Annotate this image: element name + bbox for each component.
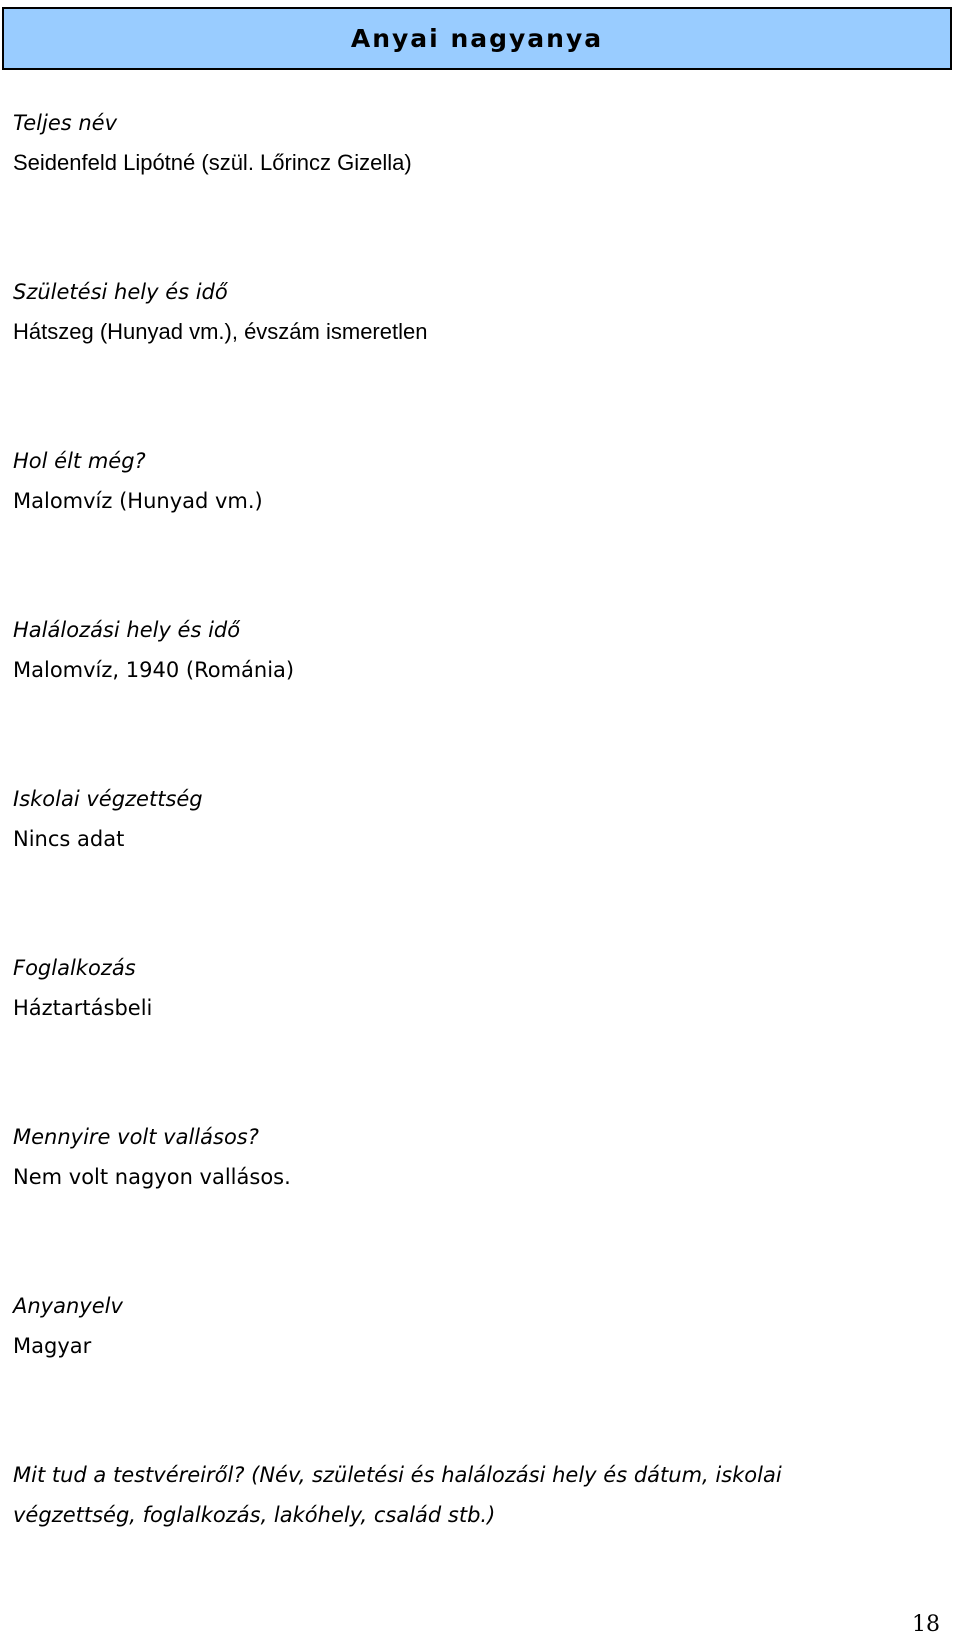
siblings-label-line-2: végzettség, foglalkozás, lakóhely, család stb.) [13,1503,496,1527]
field-education [13,779,943,859]
field-value: Magyar [13,1334,92,1358]
field-value: Seidenfeld Lipótné (szül. Lőrincz Gizella) [13,150,412,175]
field-value: Nem volt nagyon vallásos. [13,1165,291,1189]
field-label: Halálozási hely és idő [13,618,241,642]
page-number: 18 [912,1612,940,1637]
field-birth-place-date [13,272,943,352]
field-religiosity [13,1117,943,1197]
section-header [2,7,952,70]
field-label: Hol élt még? [13,449,146,473]
field-other-residence [13,441,943,521]
field-mother-tongue [13,1286,943,1366]
field-label: Teljes név [13,111,118,135]
field-value: Malomvíz, 1940 (Románia) [13,658,295,682]
section-title: Anyai nagyanya [350,24,604,53]
field-full-name [13,103,943,183]
field-siblings [13,1455,943,1535]
siblings-label-line-1: Mit tud a testvéreiről? (Név, születési és halálozási hely és dátum, iskolai [13,1463,782,1487]
field-label: Iskolai végzettség [13,787,203,811]
field-label: Anyanyelv [13,1294,123,1318]
field-value: Hátszeg (Hunyad vm.), évszám ismeretlen [13,319,428,344]
field-label: Születési hely és idő [13,280,228,304]
field-death-place-date [13,610,943,690]
field-occupation [13,948,943,1028]
field-value: Háztartásbeli [13,996,153,1020]
field-label: Foglalkozás [13,956,136,980]
field-value: Malomvíz (Hunyad vm.) [13,489,263,513]
field-label: Mennyire volt vallásos? [13,1125,259,1149]
field-value: Nincs adat [13,827,125,851]
